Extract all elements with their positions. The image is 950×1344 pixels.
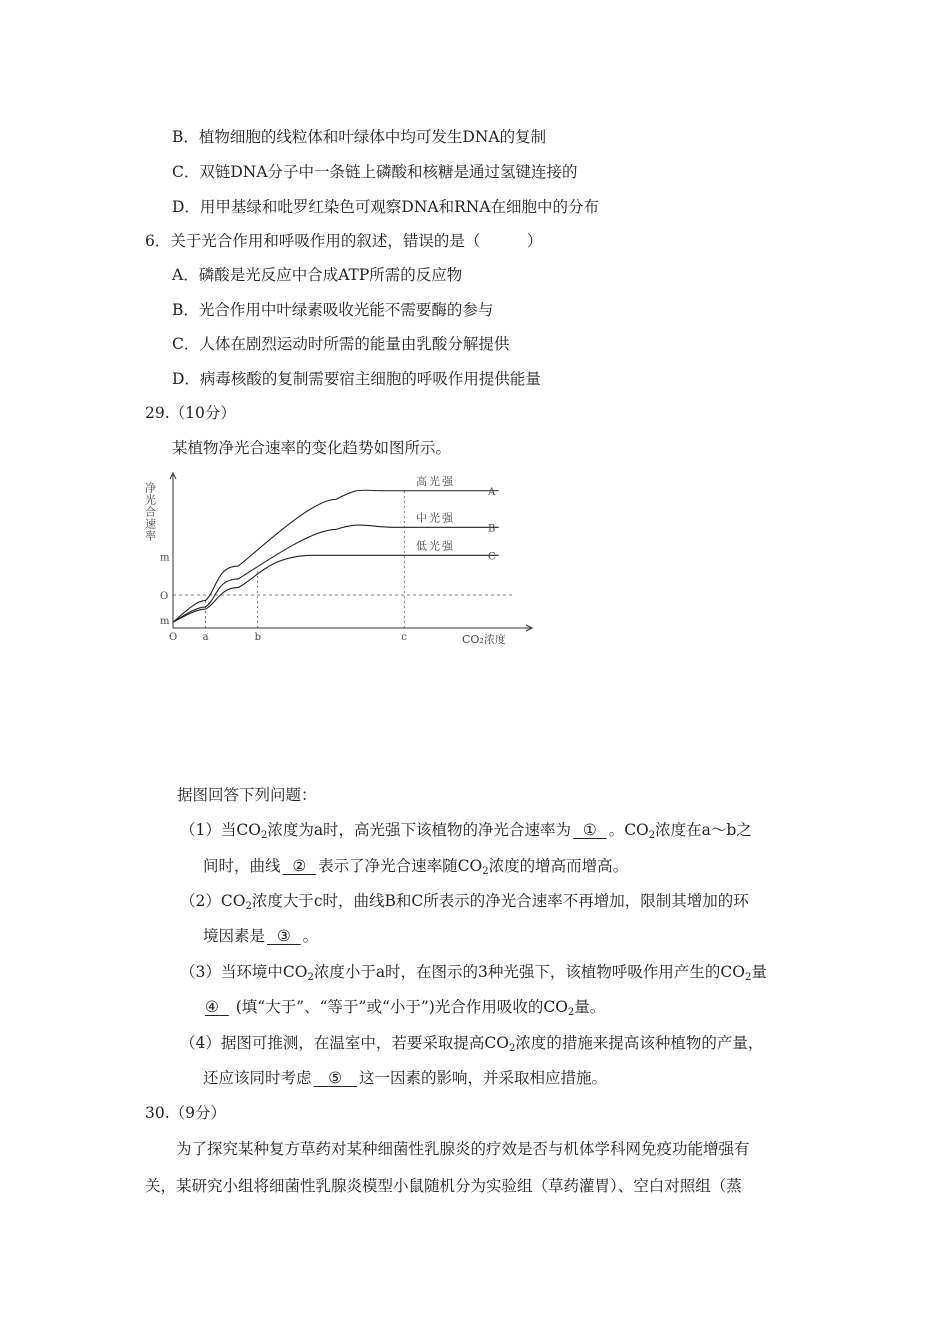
q6-option-b: B．光合作用中叶绿素吸收光能不需要酶的参与	[172, 301, 494, 319]
series-name-label: 中光强	[416, 511, 455, 525]
series-name-label: 低光强	[416, 539, 455, 553]
q6-option-c: C．人体在剧烈运动时所需的能量由乳酸分解提供	[172, 335, 510, 353]
q29-sub2-line2: 境因素是 ③ 。	[203, 927, 319, 945]
series-name-label: 高光强	[416, 474, 455, 488]
q29-prompt: 据图回答下列问题：	[177, 786, 317, 804]
q30-text-line2: 关，某研究小组将细菌性乳腺炎模型小鼠随机分为实验组（草药灌胃）、空白对照组（蒸	[145, 1177, 742, 1195]
q29-sub3-line1: （3）当环境中$CO_2$浓度小于a时，在图示的3种光强下，该植物呼吸作用产生的$CO_2$量	[180, 963, 767, 983]
x-tick-label: O	[169, 632, 178, 643]
y-axis-label: 净光合速率	[143, 482, 157, 542]
x-tick-label: b	[254, 632, 262, 643]
q6-option-d: D．病毒核酸的复制需要宿主细胞的呼吸作用提供能量	[172, 370, 541, 388]
net-photosynthesis-chart	[140, 470, 540, 650]
series-line-C	[173, 555, 499, 622]
series-tag-label: B	[488, 523, 496, 535]
x-tick-label: a	[202, 632, 209, 643]
q29-sub3-line2: ④ (填“大于”、“等于”或“小于”)光合作用吸收的$CO_2$量。	[205, 998, 606, 1018]
answer-blank-1[interactable]: ①	[582, 821, 597, 839]
y-tick-label: m	[160, 552, 170, 564]
x-tick-label: c	[401, 632, 407, 643]
x-axis-label: CO₂浓度	[462, 633, 506, 646]
q29-sub2-line1: $(2)CO_2$浓度大于c时，曲线B和C所表示的净光合速率不再增加，限制其增加的环	[180, 892, 749, 912]
q29-sub1-line1: （1）当$CO_2$浓度为a时，高光强下该植物的净光合速率为 ① 。$CO_2$浓度在a～b之	[180, 821, 752, 841]
y-tick-label: O	[160, 591, 169, 602]
series-tag-label: C	[488, 551, 496, 563]
q29-sub4-line2: 还应该同时考虑 ⑤ 这一因素的影响，并采取相应措施。	[203, 1069, 607, 1087]
q30-text-line1: 为了探究某种复方草药对某种细菌性乳腺炎的疗效是否与机体学科网免疫功能增强有	[176, 1140, 750, 1158]
q29-header: 29.（10分）	[145, 404, 236, 422]
answer-blank-2[interactable]: ②	[292, 857, 307, 875]
q6-stem: 6．关于光合作用和呼吸作用的叙述，错误的是（ ）	[145, 232, 543, 250]
answer-blank-5[interactable]: ⑤	[328, 1069, 343, 1087]
answer-blank-4[interactable]: ④	[205, 998, 219, 1016]
q29-sub1-line2: 间时，曲线 ② 表示了净光合速率随$CO_2$浓度的增高而增高。	[203, 857, 629, 877]
q5-option-c: C．双链DNA分子中一条链上磷酸和核糖是通过氢键连接的	[172, 163, 578, 181]
q5-option-d: D．用甲基绿和吡罗红染色可观察DNA和RNA在细胞中的分布	[172, 198, 600, 216]
series-tag-label: A	[488, 486, 496, 498]
series-line-A	[173, 490, 499, 622]
q29-intro: 某植物净光合速率的变化趋势如图所示。	[172, 439, 452, 457]
q6-option-a: A．磷酸是光反应中合成ATP所需的反应物	[172, 266, 463, 284]
q30-header: 30.（9分）	[145, 1104, 227, 1122]
y-tick-label: m	[160, 616, 170, 627]
q5-option-b: B．植物细胞的线粒体和叶绿体中均可发生DNA的复制	[172, 128, 547, 146]
answer-blank-3[interactable]: ③	[276, 927, 291, 945]
q29-sub4-line1: （4）据图可推测，在温室中，若要采取提高$CO_2$浓度的措施来提高该种植物的产量，	[180, 1034, 764, 1054]
